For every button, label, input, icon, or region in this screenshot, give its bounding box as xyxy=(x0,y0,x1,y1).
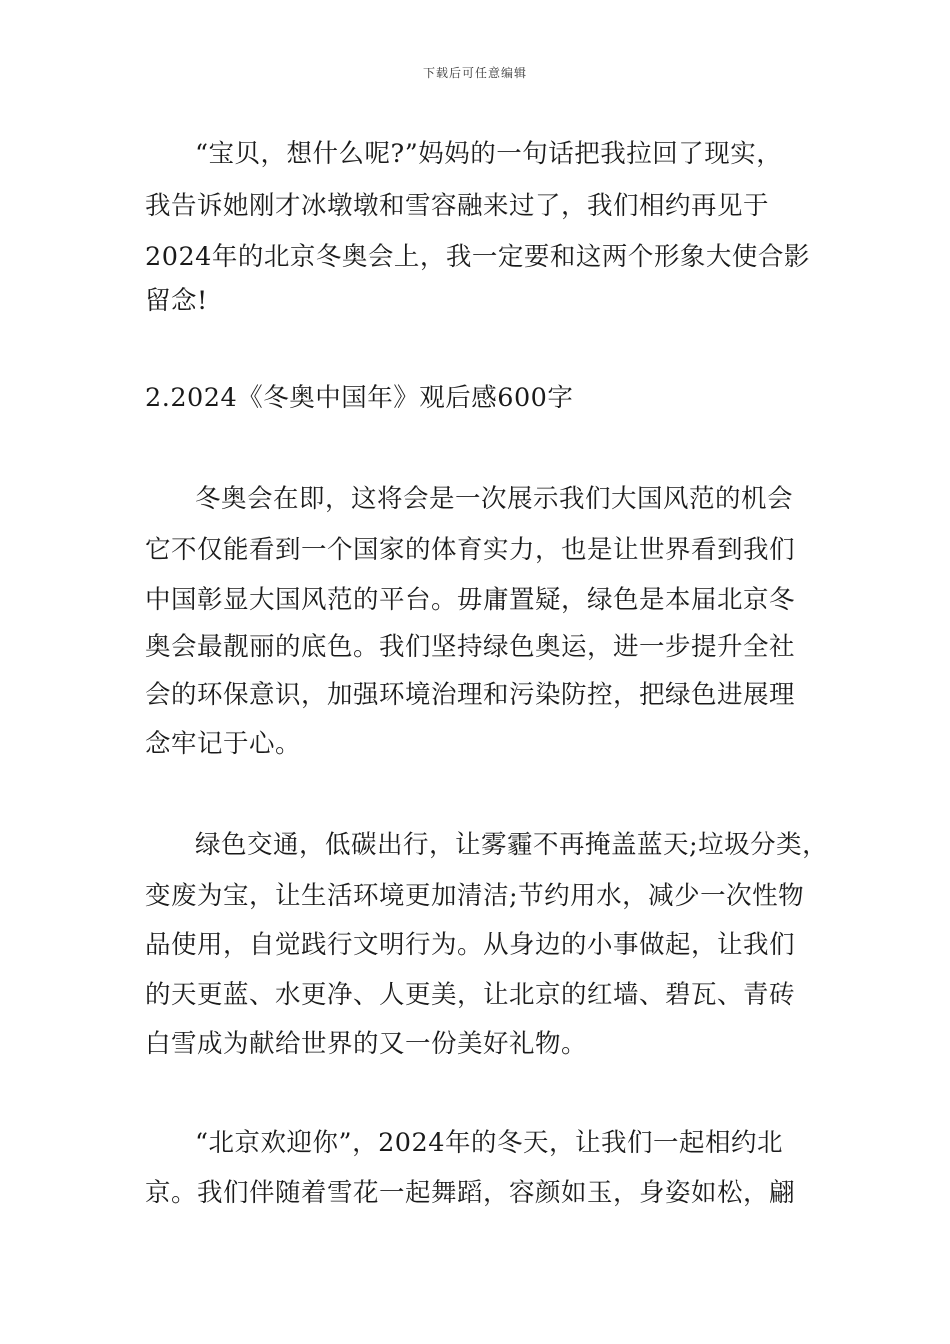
header-note: 下载后可任意编辑 xyxy=(422,66,527,80)
paragraph-2-line: 奥会最靓丽的底色。我们坚持绿色奥运，进一步提升全社 xyxy=(145,632,796,662)
paragraph-3-line: 品使用，自觉践行文明行为。从身边的小事做起，让我们 xyxy=(145,930,796,960)
paragraph-3-line: 变废为宝，让生活环境更加清洁;节约用水，减少一次性物 xyxy=(145,881,805,911)
paragraph-3-line: 白雪成为献给世界的又一份美好礼物。 xyxy=(145,1029,588,1059)
paragraph-3-line: 的天更蓝、水更净、人更美，让北京的红墙、碧瓦、青砖 xyxy=(145,980,796,1010)
paragraph-1-line: “宝贝，想什么呢?”妈妈的一句话把我拉回了现实， xyxy=(195,139,783,169)
section-title: 2.2024《冬奥中国年》观后感600字 xyxy=(145,383,574,413)
paragraph-2-line: 它不仅能看到一个国家的体育实力，也是让世界看到我们 xyxy=(145,535,796,565)
paragraph-1-line: 我告诉她刚才冰墩墩和雪容融来过了，我们相约再见于 xyxy=(145,191,770,221)
paragraph-2-line: 中国彰显大国风范的平台。毋庸置疑，绿色是本届北京冬 xyxy=(145,585,796,615)
paragraph-4-line: 京。我们伴随着雪花一起舞蹈，容颜如玉，身姿如松，翩 xyxy=(145,1178,796,1208)
paragraph-4-line: “北京欢迎你”，2024年的冬天，让我们一起相约北 xyxy=(195,1128,783,1158)
paragraph-3-line: 绿色交通，低碳出行，让雾霾不再掩盖蓝天;垃圾分类， xyxy=(195,830,829,860)
paragraph-2-line: 冬奥会在即，这将会是一次展示我们大国风范的机会 xyxy=(195,484,794,514)
paragraph-2-line: 念牢记于心。 xyxy=(145,729,302,759)
paragraph-1-line: 留念! xyxy=(145,286,208,316)
paragraph-1-line: 2024年的北京冬奥会上，我一定要和这两个形象大使合影 xyxy=(145,242,810,272)
paragraph-2-line: 会的环保意识，加强环境治理和污染防控，把绿色进展理 xyxy=(145,680,796,710)
